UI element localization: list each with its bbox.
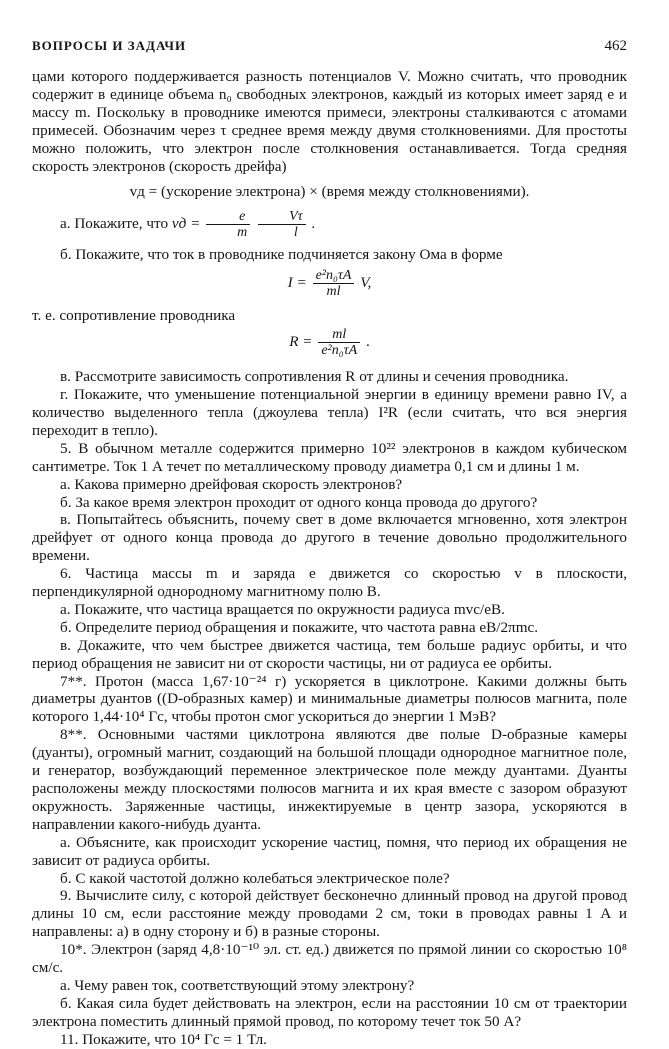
fraction-e-over-m	[206, 209, 250, 240]
paragraph-intro: цами которого поддерживается разность потенциалов V. Можно считать, что проводник содержит в единице объема n₀ свободных электронов, каждый из которых имеет заряд e и массу m. Поскольку в проводнике имеются примеси, электроны сталкиваются с атомами примесей. Обозначим через τ среднее время между двумя столкновениями. Для простоты можно положить, что электрон после столкновения останавливается. Тогда средняя скорость электронов (скорость дрейфа)	[32, 68, 627, 175]
fraction-denominator: ml	[326, 284, 341, 300]
fraction-numerator: e²n₀τA	[313, 268, 355, 284]
fraction-denominator: m	[237, 225, 248, 241]
fraction-numerator: e	[206, 209, 250, 225]
page-number: 462	[604, 38, 627, 54]
question-11: 11. Покажите, что 10⁴ Гс = 1 Тл.	[60, 1030, 267, 1048]
question-6a: а. Покажите, что частица вращается по окружности радиуса mvc/eB.	[60, 600, 505, 618]
question-6b: б. Определите период обращения и покажите, что частота равна eB/2πmc.	[60, 618, 539, 636]
question-10a: а. Чему равен ток, соответствующий этому электрону?	[60, 976, 415, 994]
body-text	[32, 68, 627, 1049]
item-a-text: а. Покажите, что	[60, 215, 169, 233]
fraction-denominator: e²n₀τA	[321, 343, 358, 359]
ohm-rhs: V,	[360, 274, 372, 292]
item-g: г. Покажите, что уменьшение потенциальной энергии в единицу времени равно IV, а количество выделенного тепла (джоулева тепла) I²R (если считать, что вся энергия переходит в тепло).	[32, 386, 627, 439]
question-5: 5. В обычном металле содержится примерно 10²² электронов в каждом кубическом сантиметре. Ток 1 А течет по металлическому проводу диаметра 0,1 см и длины 1 м.	[32, 439, 627, 475]
formula-drift-velocity: vд = (ускорение электрона) × (время между столкновениями).	[129, 183, 530, 201]
question-8a: а. Объясните, как происходит ускорение частиц, помня, что период их обращения не зависит от радиуса орбиты.	[32, 833, 627, 869]
resistance-intro: т. е. сопротивление проводника	[32, 307, 236, 325]
question-5b: б. За какое время электрон проходит от одного конца провода до другого?	[60, 493, 538, 511]
question-10b: б. Какая сила будет действовать на электрон, если на расстоянии 10 см от траектории электрона поместить длинный прямой провод, по которому течет ток 50 А?	[32, 994, 627, 1030]
fraction-ohm	[313, 268, 355, 299]
fraction-numerator: ml	[318, 327, 360, 343]
item-a-end: .	[311, 215, 316, 233]
question-5c: в. Попытайтесь объяснить, почему свет в доме включается мгновенно, хотя электрон дрейфует от одного конца провода до другого в течение довольно продолжительного времени.	[32, 511, 627, 565]
fraction-resistance	[318, 327, 360, 358]
fraction-vtau-over-l	[258, 209, 306, 240]
r-end: .	[365, 333, 370, 351]
formula-resistance	[32, 327, 627, 358]
question-8b: б. С какой частотой должно колебаться электрическое поле?	[60, 869, 450, 887]
fraction-numerator: Vτ	[258, 209, 306, 225]
item-a-lhs: vд =	[171, 215, 201, 233]
section-title: ВОПРОСЫ И ЗАДАЧИ	[32, 38, 187, 53]
question-5a: а. Какова примерно дрейфовая скорость электронов?	[60, 475, 403, 493]
fraction-denominator: l	[293, 225, 298, 241]
question-10: 10*. Электрон (заряд 4,8·10⁻¹⁰ эл. ст. ед.) движется по прямой линии со скоростью 10⁸ см/с.	[32, 941, 627, 977]
question-8: 8**. Основными частями циклотрона являются две полые D-образные камеры (дуанты), огромный магнит, создающий на большой площади однородное магнитное поле, и генератор, возбуждающий переменное электрическое поле между дуантами. Дуанты расположены между плоскостями полюсов магнита и их края вместе с зазором образуют окружность. Заряженные частицы, инжектируемые в центр зазора, ускоряются в направлении какого-нибудь дуанта.	[32, 726, 627, 833]
question-6: 6. Частица массы m и заряда e движется со скоростью v в плоскости, перпендикулярной однородному магнитному полю B.	[32, 565, 627, 601]
question-7: 7**. Протон (масса 1,67·10⁻²⁴ г) ускоряется в циклотроне. Какими должны быть диаметры дуантов ((D-образных камер) и минимальные диаметры полюсов магнита, поле которого 1,44·10⁴ Гс, чтобы протон смог ускориться до энергии 1 МэВ?	[32, 672, 627, 726]
ohm-lhs: I =	[287, 274, 307, 292]
item-a	[32, 209, 627, 240]
question-6c: в. Докажите, что чем быстрее движется частица, тем больше радиус орбиты, и что период обращения не зависит ни от скорости частицы, ни от радиуса ее орбиты.	[32, 636, 627, 672]
r-lhs: R =	[289, 333, 313, 351]
question-9: 9. Вычислите силу, с которой действует бесконечно длинный провод на другой провод длины 10 см, если расстояние между проводами 2 см, токи в проводах равны 1 А и направлены: а) в одну сторону и б) в разные стороны.	[32, 887, 627, 941]
item-b: б. Покажите, что ток в проводнике подчиняется закону Ома в форме	[60, 246, 503, 264]
formula-ohm-law	[32, 268, 627, 299]
item-v: в. Рассмотрите зависимость сопротивления R от длины и сечения проводника.	[60, 368, 569, 386]
running-header	[32, 38, 627, 60]
